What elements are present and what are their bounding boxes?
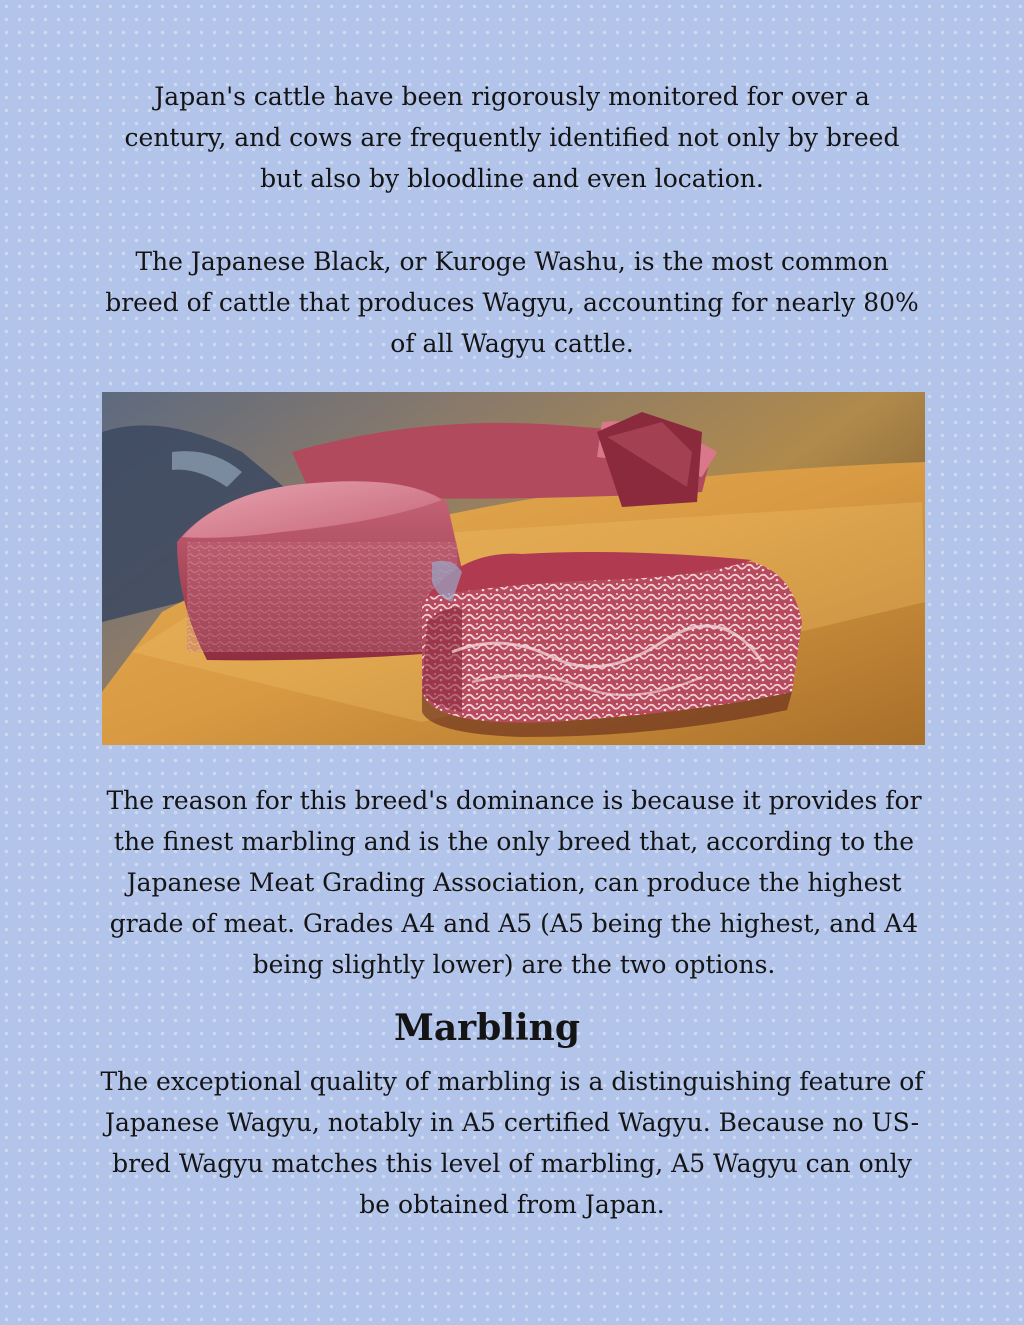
marbling-paragraph: The exceptional quality of marbling is a distinguishing feature of Japanese Wagyu, notably in A5 certified Wagyu. Because no US-bred Wagyu matches this level of marbling, A5 Wagyu can only be obtained from Japan. [100, 1067, 924, 1219]
intro-paragraph: Japan's cattle have been rigorously monitored for over a century, and cows are frequently identified not only by breed but also by bloodline and even location. [124, 82, 900, 193]
breed-paragraph: The Japanese Black, or Kuroge Washu, is the most common breed of cattle that produces Wagyu, accounting for nearly 80% of all Wagyu cattle. [105, 247, 919, 358]
marbling-heading: Marbling [393, 1007, 580, 1049]
dominance-paragraph: The reason for this breed's dominance is because it provides for the finest marbling and is the only breed that, according to the Japanese Meat Grading Association, can produce the highest grade of meat. Grades A4 and A5 (A5 being the highest, and A4 being slightly lower) are the two options. [106, 786, 922, 979]
wagyu-steaks-photo [102, 392, 925, 745]
